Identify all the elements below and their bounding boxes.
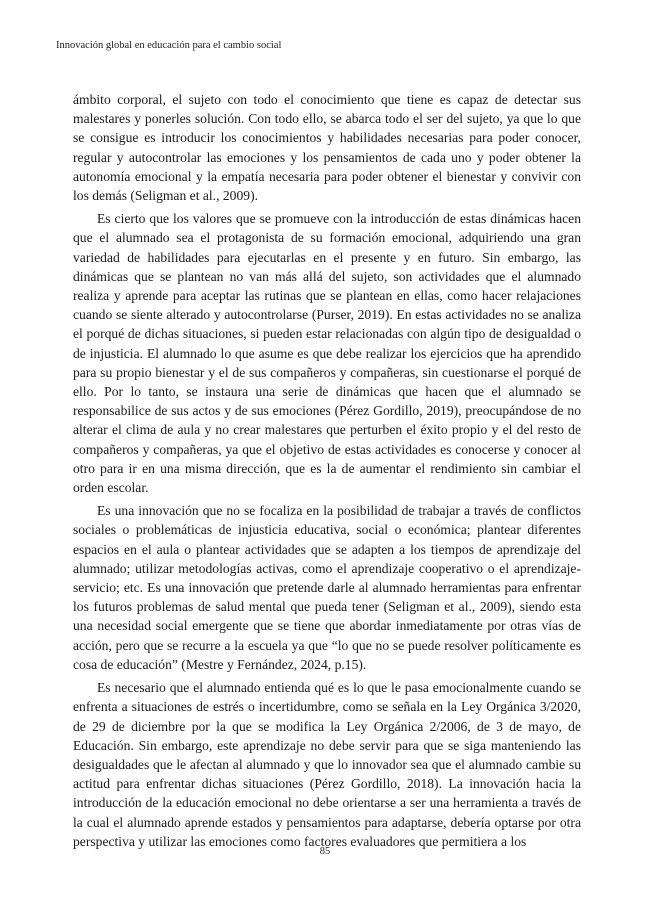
- paragraph: Es una innovación que no se focaliza en la posibilidad de trabajar a través de conflictos sociales o problemáticas de injusticia educativa, social o económica; plantear diferentes espacios en el aula o plantear actividades que se adapten a los tiempos de aprendizaje del alumnado; utilizar metodologías activas, como el aprendizaje cooperativo o el aprendizaje-servicio; etc. Es una innovación que pretende darle al alumnado herramientas para enfrentar los futuros problemas de salud mental que pueda tener (Seligman et al., 2009), siendo esta una necesidad social emergente que se tiene que abordar inmediatamente por otras vías de acción, pero que se recurre a la escuela ya que “lo que no se puede resolver políticamente es cosa de educación” (Mestre y Fernández, 2024, p.15).: [73, 503, 581, 672]
- page-number: 85: [319, 846, 331, 857]
- paragraph: Es cierto que los valores que se promueve con la introducción de estas dinámicas hacen que el alumnado sea el protagonista de su formación emocional, adquiriendo una gran variedad de habilidades para ejecutarlas en el presente y en futuro. Sin embargo, las dinámicas que se plantean no van más allá del sujeto, son actividades que el alumnado realiza y aprende para aceptar las rutinas que se plantean en ellas, como hacer relajaciones cuando se siente alterado y autocontrolarse (Purser, 2019). En estas actividades no se analiza el porqué de dichas situaciones, si pueden estar relacionadas con algún tipo de desigualdad o de injusticia. El alumnado lo que asume es que debe realizar los ejercicios que ha aprendido para su propio bienestar y el de sus compañeros y compañeras, sin cuestionarse el porqué de ello. Por lo tanto, se instaura una serie de dinámicas que hacen que el alumnado se responsabilice de sus actos y de sus emociones (Pérez Gordillo, 2019), preocupándose de no alterar el clima de aula y no crear malestares que perturben el éxito propio y el del resto de compañeros y compañeras, ya que el objetivo de estas actividades es conocerse y conocer al otro para ir en una misma dirección, que es la de aumentar el rendimiento sin cambiar el orden escolar.: [73, 211, 581, 496]
- paragraph: Es necesario que el alumnado entienda qué es lo que le pasa emocionalmente cuando se enfrenta a situaciones de estrés o incertidumbre, como se señala en la Ley Orgánica 3/2020, de 29 de diciembre por la que se modifica la Ley Orgánica 2/2006, de 3 de mayo, de Educación. Sin embargo, este aprendizaje no debe servir para que se siga manteniendo las desigualdades que le afectan al alumnado y que lo innovador sea que el alumnado cambie su actitud para enfrentar dichas situaciones (Pérez Gordillo, 2018). La innovación hacia la introducción de la educación emocional no debe orientarse a ser una herramienta a través de la cual el alumnado aprende estados y pensamientos para adaptarse, debería optarse por otra perspectiva y utilizar las emociones como factores evaluadores que permitiera a los: [73, 680, 581, 849]
- paragraph-continuation: ámbito corporal, el sujeto con todo el conocimiento que tiene es capaz de detectar sus malestares y ponerles solución. Con todo ello, se abarca todo el ser del sujeto, ya que lo que se consigue es introducir los conocimientos y habilidades necesarias para poder conocer, regular y autocontrolar las emociones y los pensamientos de cada uno y poder obtener la autonomía emocional y la empatía necesaria para poder obtener el bienestar y convivir con los demás (Seligman et al., 2009).: [73, 92, 581, 204]
- body-text: [73, 90, 581, 855]
- running-header: Innovación global en educación para el cambio social: [56, 40, 282, 51]
